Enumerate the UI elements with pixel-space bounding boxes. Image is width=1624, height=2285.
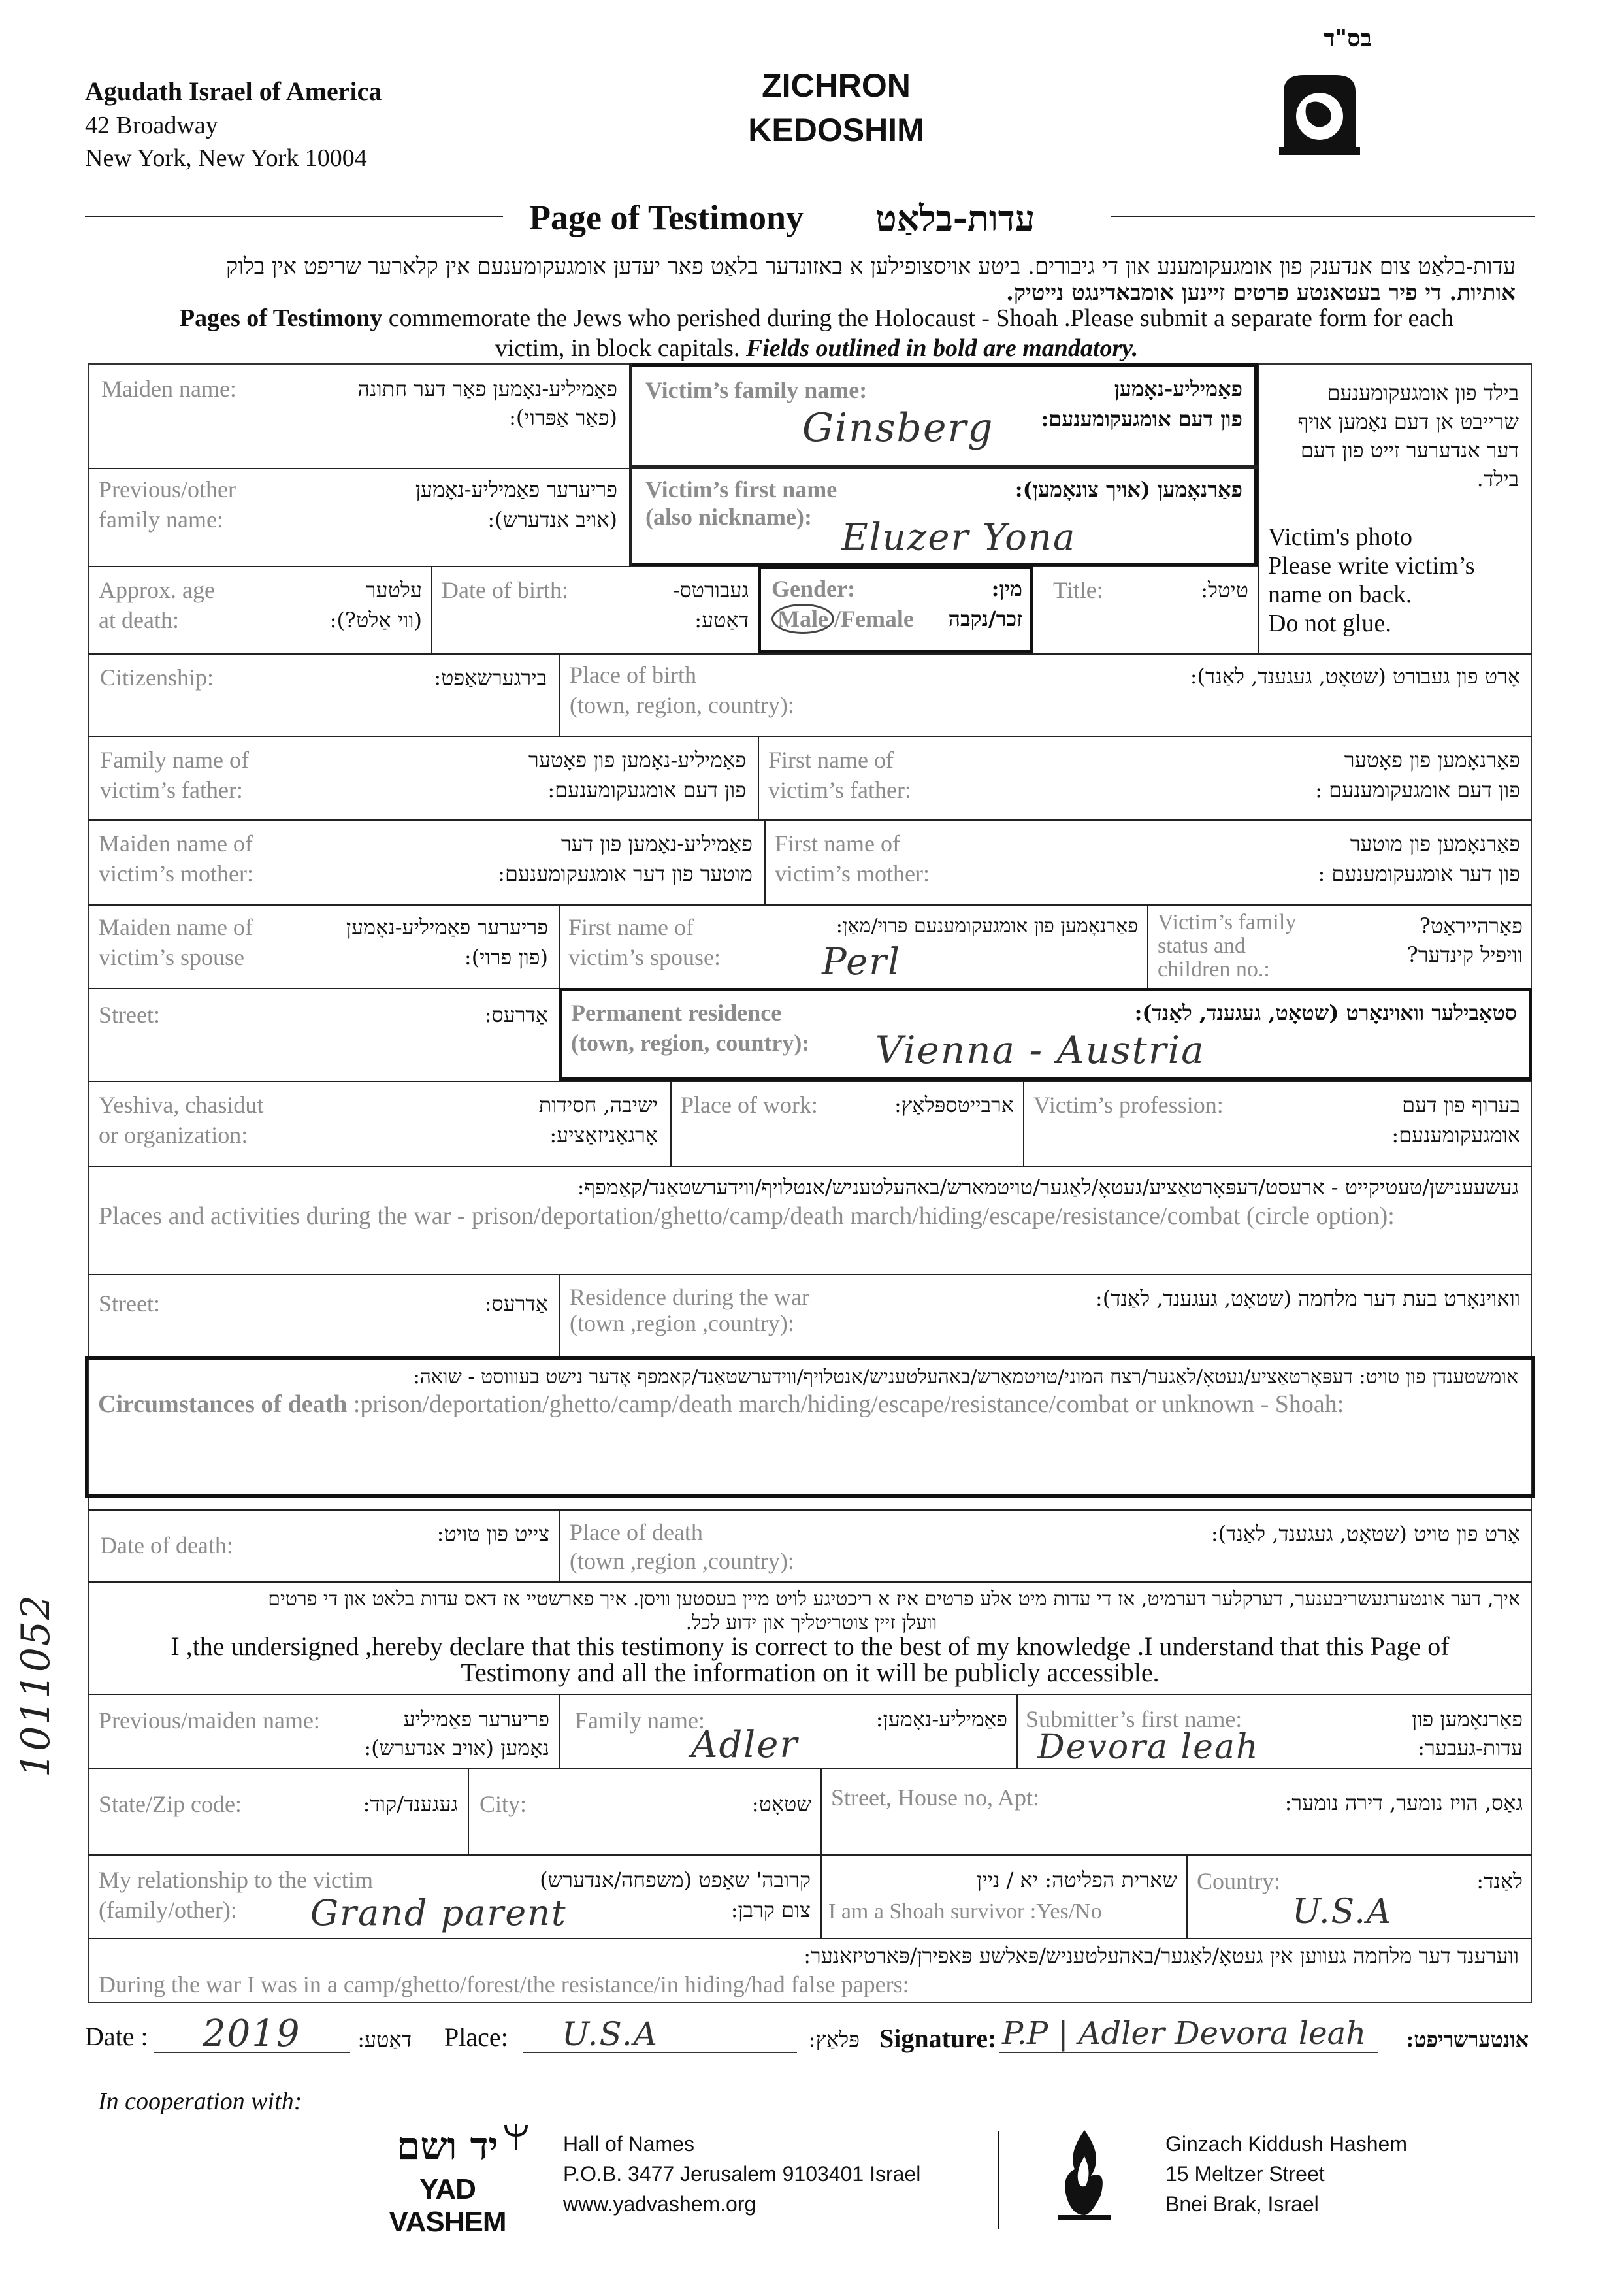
spouse-maiden-label-he1: פריערער פאַמיליע-נאָמען: [346, 915, 548, 940]
residence-label2: (town, region, country):: [571, 1030, 810, 1056]
street-house-field[interactable]: [822, 1769, 1532, 1854]
victim-first-name-label1: Victim’s first name: [645, 476, 837, 502]
spouse-first-label1: First name of: [568, 914, 694, 940]
citizenship-field[interactable]: [88, 653, 559, 736]
city-label-he: שטאָט:: [751, 1792, 811, 1816]
profession-label-he1: בערוף פון דעם: [1402, 1093, 1520, 1117]
place-of-work-field[interactable]: [672, 1081, 1023, 1166]
father-first-name-field[interactable]: [759, 736, 1532, 819]
gender-field[interactable]: [761, 568, 1030, 651]
circumstances-label-bold: Circumstances of death: [98, 1390, 348, 1418]
previous-name-label2: family name:: [99, 506, 223, 533]
mother-maiden-label2: victim’s mother:: [99, 861, 253, 887]
submitter-first-label-he2: עדות-געבער:: [1418, 1735, 1523, 1760]
city-field[interactable]: [469, 1769, 820, 1854]
title-label: Title:: [1053, 577, 1103, 603]
previous-name-label-he2: (אויב אנדערש):: [487, 507, 617, 532]
activities-label: Places and activities during the war - prison/deportation/ghetto/camp/death march/hiding/escape/resistance/combat (circle option):: [99, 1202, 1395, 1230]
declaration-en1: I ,the undersigned ,hereby declare that this testimony is correct to the best of my knowledge .I understand that this Page of: [171, 1632, 1450, 1661]
submitter-family-name-value: Adler: [691, 1724, 799, 1766]
submitter-first-label-he1: פאַרנאָמען פון: [1412, 1707, 1523, 1732]
photo-note-he3: דער אנדערער זייט פון דעם: [1300, 438, 1519, 463]
circumstances-label-he: אומשטענדן פון טויט: דעפּאָרטאַציע/געטאָ/לאַגער/רצח המוני/טויטמאַרש/באהעלטעניש/אנטלויף/ווידערשטאַנד/קאמפף אָדער נישט בעוווסט - שואה:: [413, 1366, 1518, 1389]
war-street-label-he: אַדרעס:: [484, 1291, 548, 1316]
approx-age-field[interactable]: [88, 566, 431, 653]
intro-yiddish-2: אותיות. די פיר בעטאנטע פרטים זיינען אומבאדינגט נייטיק.: [1005, 280, 1516, 306]
family-status-field[interactable]: [1148, 904, 1532, 988]
relationship-field[interactable]: [88, 1856, 820, 1938]
family-status-label3: children no.:: [1158, 957, 1270, 981]
relationship-label-he1: קרובה' שאַפט (משפחה/אנדערש): [540, 1867, 811, 1892]
work-label: Place of work:: [681, 1092, 818, 1118]
victim-family-name-label-he2: פון דעם אומגעקומענעם:: [1041, 406, 1242, 431]
submitter-first-label: Submitter’s first name:: [1026, 1706, 1242, 1732]
submitter-family-label: Family name:: [575, 1707, 705, 1734]
spouse-maiden-label1: Maiden name of: [99, 914, 253, 940]
torah-globe-logo-icon: [1274, 65, 1365, 157]
signature-value[interactable]: P.P | Adler Devora leah: [1002, 2015, 1367, 2052]
signature-label: Signature:: [879, 2024, 997, 2053]
intro-english-rest: commemorate the Jews who perished during the Holocaust - Shoah .Please submit a separate form for each: [382, 304, 1454, 332]
gkh-line2: 15 Meltzer Street: [1165, 2162, 1325, 2186]
gkh-line1: Ginzach Kiddush Hashem: [1165, 2132, 1407, 2156]
submitter-prev-maiden-label: Previous/maiden name:: [99, 1707, 320, 1734]
menorah-icon: [503, 2121, 529, 2150]
death-place-label-he: אָרט פון טויט (שטאָט, געגענד, לאַנד):: [1210, 1521, 1520, 1546]
state-zip-label-he: געגענד/קוד:: [363, 1792, 458, 1816]
date-label: Date :: [85, 2022, 148, 2051]
dob-label-he1: געבורטס-: [672, 578, 749, 602]
street-label-he: אַדרעס:: [484, 1002, 548, 1027]
victim-photo-area[interactable]: [1258, 363, 1532, 653]
photo-note-en4: Do not glue.: [1268, 610, 1391, 637]
yeshiva-label-he1: ישיבה, חסידות: [538, 1093, 658, 1117]
yeshiva-label1: Yeshiva, chasidut: [99, 1092, 264, 1118]
father-first-label1: First name of: [768, 747, 894, 773]
date-of-death-field[interactable]: [88, 1511, 559, 1581]
survivor-label: I am a Shoah survivor :Yes/No: [828, 1899, 1102, 1924]
intro-english-bold: Pages of Testimony: [179, 304, 383, 332]
submitter-prev-maiden-field[interactable]: [88, 1695, 559, 1768]
submitter-prev-maiden-label-he2: נאָמען (אויב אנדערש):: [364, 1735, 549, 1760]
place-label-he: פּלאַץ:: [808, 2027, 860, 2052]
org-address-line2: New York, New York 10004: [85, 144, 367, 172]
family-status-label1: Victim’s family: [1158, 910, 1297, 934]
spouse-first-label-he: פאַרנאָמען פון אומגעקומענעם פרוי/מאַן:: [836, 915, 1138, 938]
mother-first-name-field[interactable]: [766, 819, 1532, 904]
profession-field[interactable]: [1024, 1081, 1532, 1166]
war-residence-label2: (town ,region ,country):: [570, 1310, 794, 1336]
submitter-family-name-field[interactable]: [560, 1695, 1016, 1768]
previous-name-label-he1: פריערער פאַמיליע-נאָמען: [415, 477, 617, 502]
declaration-he2: וועלן זיין צוטריטליך און ידוע לכל.: [685, 1611, 937, 1634]
family-status-label-he1: פאַרהייראַט?: [1419, 913, 1523, 938]
street-house-label: Street, House no, Apt:: [831, 1784, 1039, 1811]
victim-first-name-label-he: פאַרנאָמען (אויך צונאָמען):: [1015, 477, 1242, 502]
work-label-he: ארבייטספּלאַץ:: [894, 1093, 1014, 1117]
residence-label1: Permanent residence: [571, 1000, 782, 1026]
street-house-label-he: גאַס, הויז נומער, דירה נומער:: [1284, 1790, 1523, 1815]
hall-website-link[interactable]: www.yadvashem.org: [563, 2192, 756, 2216]
date-label-he: דאַטע:: [357, 2027, 412, 2052]
intro-english: [91, 303, 1542, 363]
profession-label-he2: אומגעקומענעם:: [1391, 1123, 1520, 1147]
war-street-label: Street:: [99, 1290, 160, 1317]
mother-maiden-label-he1: פאַמיליע-נאָמען פון דער: [560, 831, 753, 856]
family-status-label-he2: וויפיל קינדער?: [1406, 942, 1523, 967]
relationship-value: Grand parent: [310, 1892, 567, 1933]
permanent-residence-field[interactable]: [562, 991, 1529, 1077]
signature-label-he: אונטערשריפט:: [1406, 2027, 1529, 2052]
gkh-line3: Bnei Brak, Israel: [1165, 2192, 1319, 2216]
mother-first-label-he1: פאַרנאָמען פון מוטער: [1350, 831, 1520, 856]
yad-vashem-logo-he: יד ושם: [397, 2124, 498, 2168]
maiden-name-label: Maiden name:: [101, 376, 236, 402]
maiden-name-label-he: פאַמיליע-נאָמען פאַר דער חתונה: [357, 376, 617, 401]
citizenship-label: Citizenship:: [100, 665, 214, 691]
victim-first-name-value: Eluzer Yona: [841, 516, 1077, 559]
yeshiva-field[interactable]: [88, 1081, 670, 1166]
age-label-he2: (ווי אַלט?):: [329, 608, 422, 633]
during-war-field[interactable]: [88, 1939, 1532, 2003]
spouse-first-label2: victim’s spouse:: [568, 944, 721, 970]
photo-note-he2: שרייבט אן דעם נאָמען אויף: [1297, 409, 1519, 434]
declaration-he1: איך, דער אונטערגעשריבענער, דערקלער דערמיט, אז די עדות מיט אלע פרטים איז א ריכטיגע לויט מיין בעסטען וויסן. איך פארשטיי אז דאס עדות בלאט און די פרטים: [268, 1588, 1520, 1611]
during-war-label-he: ווערענד דער מלחמה געווען אין געטאָ/לאַגער/באהעלטעניש/פּאלשע פּאפירן/פּארטיזאנער:: [804, 1943, 1519, 1968]
street-field[interactable]: [88, 988, 559, 1081]
org-name: Agudath Israel of America: [85, 76, 382, 106]
war-street-field[interactable]: [88, 1275, 559, 1359]
gender-male-selected[interactable]: Male: [771, 604, 834, 634]
gender-label-he1: מין:: [991, 576, 1022, 601]
country-label: Country:: [1197, 1868, 1281, 1894]
submitter-first-name-value: Devora leah: [1037, 1728, 1259, 1767]
activities-label-he: געשעענישן/טעטיקייט - ארעסט/דעפּאָרטאַציע/געטאָ/לאַגער/טויטמארש/באהעלטעניש/אנטלויף/ווידערשטאַנד/קאַמפף:: [577, 1175, 1519, 1200]
ginzach-address: [1165, 2129, 1407, 2219]
death-place-label2: (town ,region ,country):: [570, 1548, 794, 1574]
during-war-label: During the war I was in a camp/ghetto/forest/the resistance/in hiding/had false papers:: [99, 1971, 909, 1997]
place-label: Place:: [444, 2022, 508, 2052]
title-kedoshim: KEDOSHIM: [748, 112, 924, 148]
circumstances-of-death-field[interactable]: [91, 1360, 1529, 1494]
father-family-label2: victim’s father:: [100, 777, 243, 803]
photo-note-he1: בילד פון אומגעקומענעם: [1327, 380, 1519, 405]
spouse-maiden-label2: victim’s spouse: [99, 944, 244, 970]
state-zip-field[interactable]: [88, 1769, 467, 1854]
submitter-family-label-he: פאַמיליע-נאָמען:: [875, 1707, 1007, 1732]
intro-english-line2: victim, in block capitals.: [495, 335, 746, 362]
cooperation-label: In cooperation with:: [98, 2088, 302, 2115]
previous-name-label1: Previous/other: [99, 476, 236, 502]
permanent-residence-value: Vienna - Austria: [875, 1028, 1205, 1072]
country-value: U.S.A: [1292, 1892, 1393, 1932]
age-label1: Approx. age: [99, 577, 215, 603]
hall-line1: Hall of Names: [563, 2132, 694, 2156]
death-date-label-he: צייט פון טויט:: [436, 1521, 549, 1546]
photo-note-he4: בילד.: [1476, 467, 1519, 491]
page-title-he: עדות-בלאַט: [875, 197, 1035, 239]
survivor-label-he: שארית הפליטה: יא / ניין: [977, 1867, 1177, 1892]
dob-label: Date of birth:: [442, 577, 568, 603]
death-place-label1: Place of death: [570, 1519, 703, 1545]
gender-label: Gender:: [771, 576, 855, 602]
father-first-label2: victim’s father:: [768, 777, 911, 803]
state-zip-label: State/Zip code:: [99, 1791, 242, 1817]
relationship-label-he2: צום קרבן:: [730, 1898, 811, 1922]
page-title-en: Page of Testimony: [529, 198, 804, 237]
victim-family-name-label-he: פאַמיליע-נאָמען: [1114, 376, 1242, 401]
photo-note-en2: Please write victim’s: [1268, 552, 1475, 580]
birth-place-label2: (town, region, country):: [570, 692, 794, 718]
gender-options: [771, 604, 914, 634]
victim-family-name-value: Ginsberg: [802, 405, 994, 451]
org-address-line1: 42 Broadway: [85, 112, 218, 139]
family-status-label2: status and: [1158, 934, 1246, 958]
date-value[interactable]: 2019: [203, 2013, 301, 2055]
yeshiva-label2: or organization:: [99, 1122, 248, 1148]
photo-note-en1: Victim's photo: [1268, 523, 1412, 551]
intro-yiddish-1: עדות-בלאַט צום אנדענק פון אומגעקומענע און די גיבורים. ביטע אויסצופילען א באזונדער בלאַט פאר יעדען אומגעקומענעם אין קלארער שריפט אין בלוק: [226, 254, 1516, 280]
war-residence-label1: Residence during the war: [570, 1284, 809, 1310]
place-of-death-field[interactable]: [560, 1511, 1532, 1581]
maiden-name-label-he2: (פאַר אַפּרוי):: [509, 405, 617, 430]
residence-label-he: סטאַבילער וואוינאָרט (שטאָט, געגענד, לאַנד):: [1134, 1000, 1517, 1025]
war-residence-field[interactable]: [560, 1275, 1532, 1359]
intro-mandatory-note: Fields outlined in bold are mandatory.: [745, 335, 1139, 362]
previous-family-name-field[interactable]: [88, 468, 629, 566]
birth-place-label-he: אָרט פון געבורט (שטאָט, געגענד, לאַנד):: [1190, 664, 1520, 689]
spouse-first-name-field[interactable]: [560, 904, 1147, 988]
mother-maiden-label-he2: מוטער פון דער אומגעקומענעם:: [498, 861, 753, 886]
father-family-name-field[interactable]: [88, 736, 758, 819]
country-label-he: לאַנד:: [1476, 1869, 1523, 1894]
war-residence-label-he: וואוינאָרט בעת דער מלחמה (שטאָט, געגענד, לאַנד):: [1095, 1286, 1520, 1311]
victim-family-name-field[interactable]: [632, 366, 1254, 464]
declaration: [88, 1583, 1532, 1694]
declaration-en2: Testimony and all the information on it will be publicly accessible.: [461, 1658, 1160, 1687]
victim-first-name-label2: (also nickname):: [645, 504, 812, 530]
birth-place-label1: Place of birth: [570, 662, 696, 688]
circumstances-label: [98, 1389, 1344, 1419]
father-family-label1: Family name of: [100, 747, 249, 773]
spouse-maiden-name-field[interactable]: [88, 904, 559, 988]
yad-vashem-logo: [366, 2124, 529, 2238]
citizenship-label-he: בירגערשאַפט:: [434, 665, 547, 690]
spouse-first-name-value: Perl: [822, 941, 901, 983]
street-label: Street:: [99, 1002, 160, 1028]
title-field[interactable]: [1033, 566, 1258, 653]
place-value[interactable]: U.S.A: [562, 2015, 658, 2053]
victim-family-name-label: Victim’s family name:: [645, 377, 868, 403]
submitter-prev-maiden-label-he1: פריערער פאַמיליע: [403, 1707, 549, 1732]
hall-line2: P.O.B. 3477 Jerusalem 9103401 Israel: [563, 2162, 921, 2186]
father-first-label-he2: פון דעם אומגעקומענעם :: [1315, 778, 1520, 802]
father-first-label-he1: פאַרנאָמען פון פאָטער: [1344, 748, 1520, 772]
side-stamp-number: 1011052: [13, 1593, 59, 1777]
profession-label: Victim’s profession:: [1033, 1092, 1224, 1118]
shoah-survivor-field[interactable]: [822, 1856, 1186, 1938]
mother-maiden-label1: Maiden name of: [99, 830, 253, 857]
city-label: City:: [479, 1791, 527, 1817]
hall-of-names-address: [563, 2129, 920, 2219]
mother-first-label2: victim’s mother:: [775, 861, 930, 887]
submitter-first-name-field[interactable]: [1018, 1695, 1532, 1768]
age-label2: at death:: [99, 607, 179, 633]
death-date-label: Date of death:: [100, 1532, 233, 1558]
wartime-activities-field[interactable]: [88, 1167, 1532, 1274]
circumstances-label-rest: :prison/deportation/ghetto/camp/death march/hiding/escape/resistance/combat or unknown - Shoah:: [347, 1390, 1344, 1418]
relationship-label2: (family/other):: [99, 1897, 237, 1923]
title-zichron: ZICHRON: [762, 67, 911, 104]
age-label-he1: עלטער: [365, 578, 422, 602]
father-family-label-he2: פון דעם אומגעקומענעם:: [547, 778, 746, 802]
yeshiva-label-he2: אָרגאַניזאַציע:: [549, 1123, 658, 1147]
father-family-label-he1: פאַמיליע-נאָמען פון פאָטער: [528, 748, 746, 772]
country-field[interactable]: [1188, 1856, 1532, 1938]
date-of-birth-field[interactable]: [432, 566, 758, 653]
maiden-name-field[interactable]: [88, 363, 629, 468]
mother-maiden-name-field[interactable]: [88, 819, 764, 904]
title-label-he: טיטל:: [1201, 578, 1248, 602]
ginzach-flame-logo-icon: [1045, 2124, 1124, 2228]
gender-label-he2: זכר/נקבה: [948, 606, 1022, 631]
relationship-label1: My relationship to the victim: [99, 1867, 373, 1893]
photo-note-en3: name on back.: [1268, 581, 1412, 608]
gender-female-option[interactable]: /Female: [834, 606, 914, 632]
place-of-birth-field[interactable]: [560, 653, 1532, 736]
bsd-mark: בס"ד: [1324, 25, 1372, 52]
dob-label-he2: דאַטע:: [694, 608, 749, 633]
mother-first-label-he2: פון דער אומגעקומענעם :: [1318, 861, 1520, 886]
yad-vashem-logo-en: YAD VASHEM: [389, 2173, 506, 2238]
spouse-maiden-label-he2: (פון פרוי):: [464, 945, 548, 970]
mother-first-label1: First name of: [775, 830, 900, 857]
victim-first-name-field[interactable]: [632, 468, 1254, 563]
